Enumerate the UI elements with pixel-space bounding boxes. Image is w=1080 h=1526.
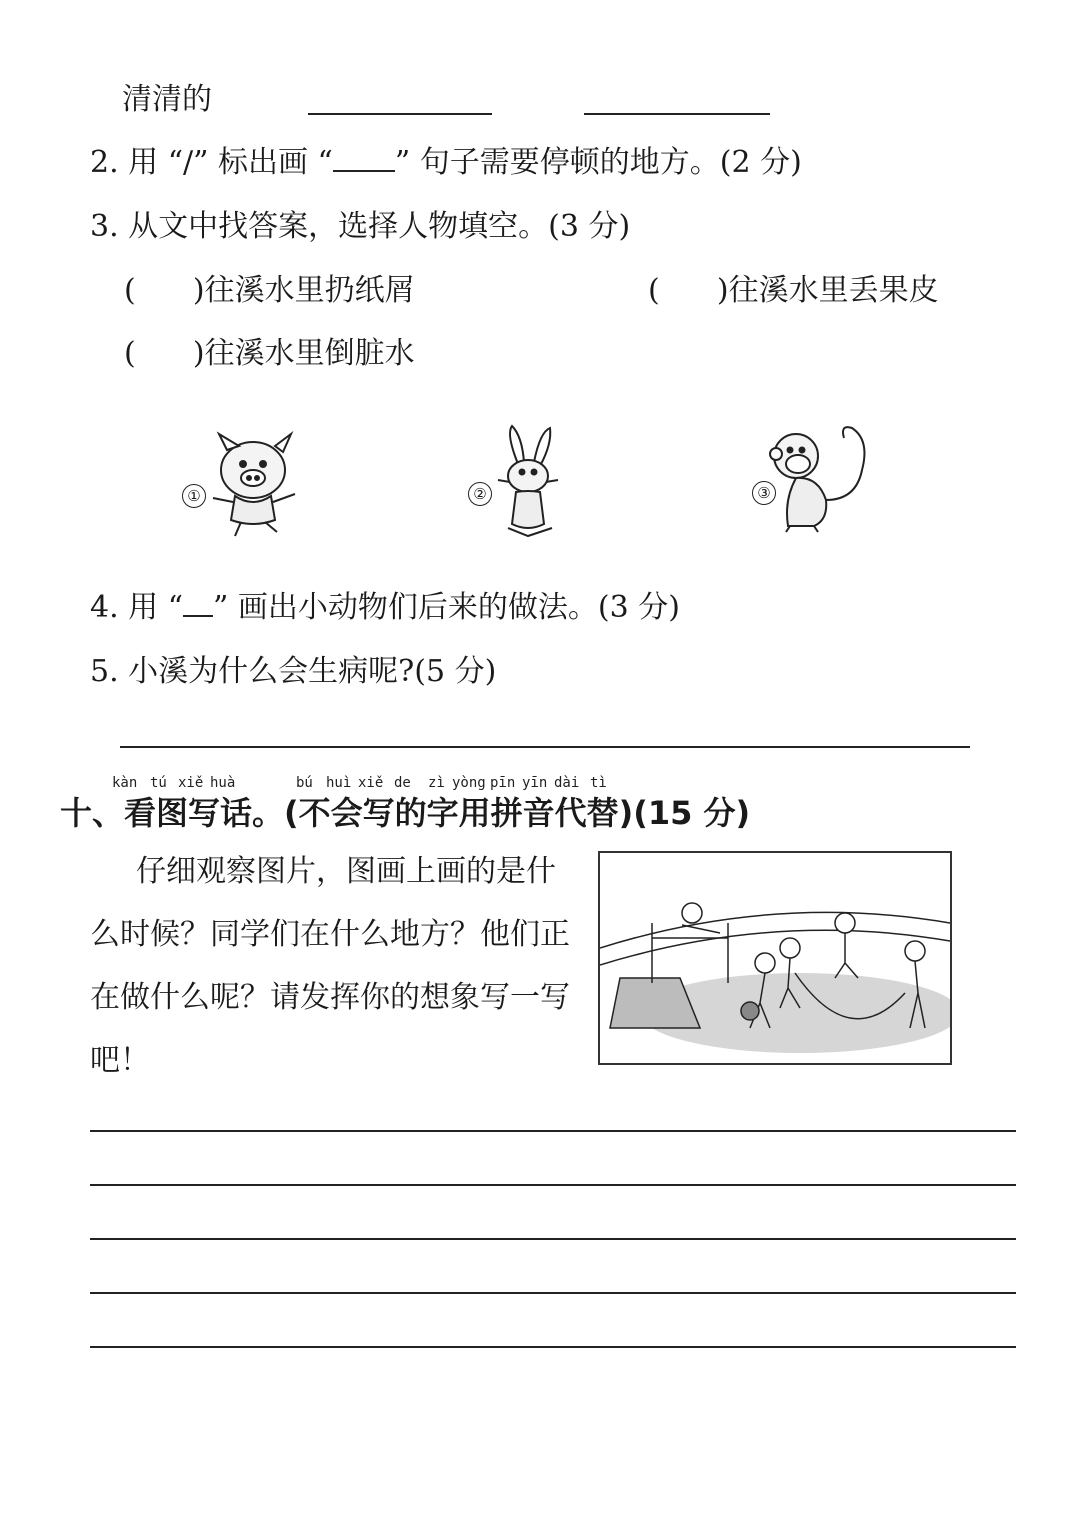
pinyin-syllable: tì xyxy=(590,775,607,791)
pinyin-syllable: de xyxy=(394,775,411,791)
rabbit-icon xyxy=(494,424,566,542)
q3-item-1-paren[interactable]: ( ) xyxy=(124,273,205,308)
question-3-title: 3. 从文中找答案，选择人物填空。(3 分) xyxy=(90,209,631,244)
basketball xyxy=(741,1002,759,1020)
question-5: 5. 小溪为什么会生病呢?(5 分) xyxy=(90,654,497,689)
pinyin-syllable: yòng xyxy=(452,775,486,791)
q1-answer-blank-2[interactable] xyxy=(584,113,770,115)
pinyin-syllable: xiě xyxy=(178,775,204,791)
q2-underline-sample xyxy=(333,144,395,172)
question-4 xyxy=(90,588,680,628)
pinyin-syllable: tú xyxy=(150,775,167,791)
q3-item-3-paren[interactable]: ( ) xyxy=(124,336,205,371)
section-10-title: 十、看图写话。(不会写的字用拼音代替)(15 分) xyxy=(60,794,751,832)
playground-picture xyxy=(598,851,952,1065)
q3-item-2-paren[interactable]: ( ) xyxy=(648,273,729,308)
question-2 xyxy=(90,143,802,183)
q5-answer-line[interactable] xyxy=(120,746,970,748)
section-10-instructions: 仔细观察图片，图画上画的是什么时候？同学们在什么地方？他们正在做什么呢？请发挥你的想象写一写吧！ xyxy=(90,854,570,1078)
animal-1-number: ① xyxy=(182,484,206,508)
playground-illustration xyxy=(600,853,950,1063)
pinyin-syllable: dài xyxy=(554,775,580,791)
pinyin-syllable: pīn xyxy=(490,775,516,791)
animal-2-number: ② xyxy=(468,482,492,506)
q1-answer-blank-1[interactable] xyxy=(308,113,492,115)
pinyin-syllable: huì xyxy=(326,775,352,791)
q3-item-3-text: 往溪水里倒脏水 xyxy=(204,336,415,371)
q3-item-3 xyxy=(124,334,415,374)
q3-item-1 xyxy=(124,271,415,311)
writing-line-3[interactable] xyxy=(90,1238,1016,1240)
q3-item-2-text: 往溪水里丢果皮 xyxy=(728,273,939,308)
pinyin-syllable: kàn xyxy=(112,775,138,791)
pinyin-syllable: bú xyxy=(296,775,313,791)
pinyin-syllable: huà xyxy=(210,775,236,791)
animal-3-number: ③ xyxy=(752,481,776,505)
writing-line-5[interactable] xyxy=(90,1346,1016,1348)
q4-text-after: ” 画出小动物们后来的做法。(3 分) xyxy=(213,590,680,625)
q1-prefix: 清清的 xyxy=(122,82,212,117)
q4-text-before: 4. 用 “ xyxy=(90,590,184,625)
pinyin-syllable: xiě xyxy=(358,775,384,791)
writing-line-2[interactable] xyxy=(90,1184,1016,1186)
pinyin-syllable: zì xyxy=(428,775,445,791)
q2-text-before: 2. 用 “/” 标出画 “ xyxy=(90,145,333,180)
pinyin-syllable: yīn xyxy=(522,775,548,791)
pig-icon xyxy=(205,428,305,540)
monkey-icon xyxy=(766,420,874,536)
q4-underline-sample xyxy=(183,589,213,617)
writing-line-4[interactable] xyxy=(90,1292,1016,1294)
writing-line-1[interactable] xyxy=(90,1130,1016,1132)
q2-text-after: ” 句子需要停顿的地方。(2 分) xyxy=(394,145,802,180)
q3-item-2 xyxy=(648,271,939,311)
q3-item-1-text: 往溪水里扔纸屑 xyxy=(204,273,415,308)
